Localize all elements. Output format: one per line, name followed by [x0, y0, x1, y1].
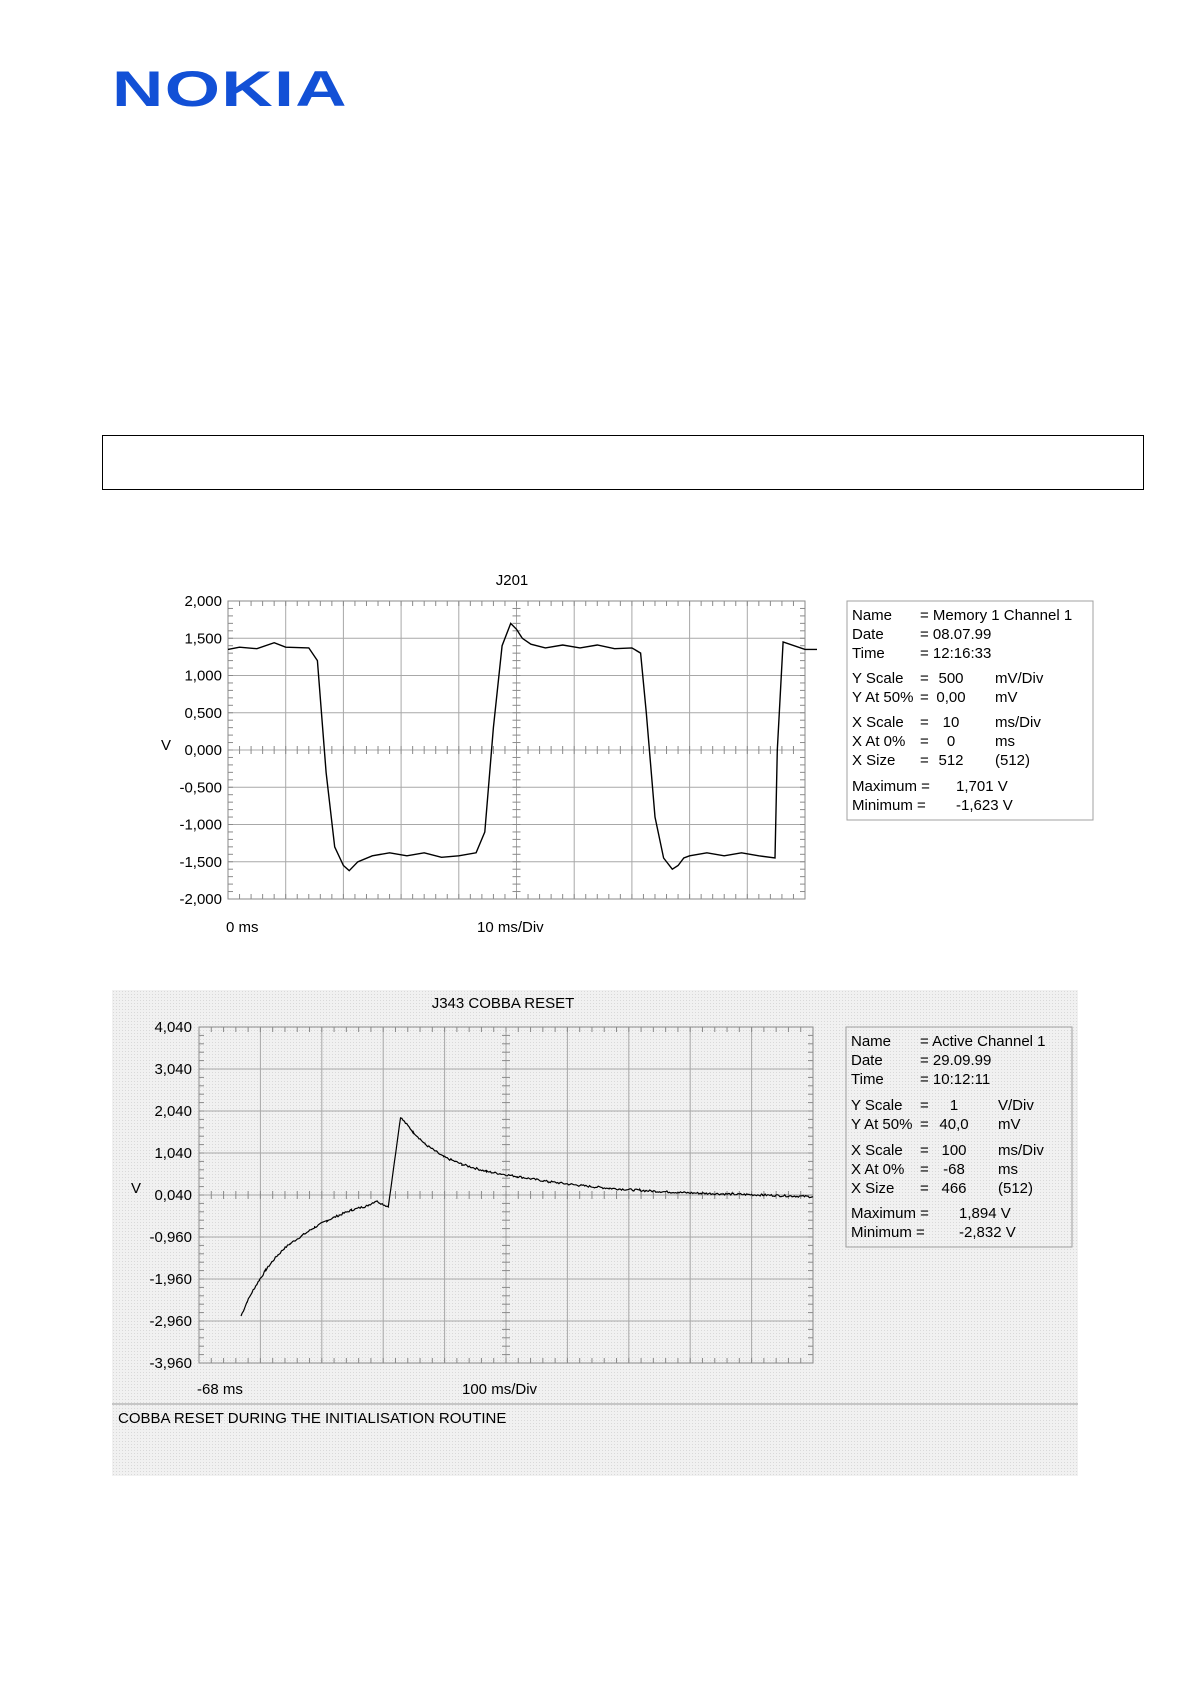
chart1-ylabel: V	[160, 737, 172, 754]
y-tick-label: -1,000	[179, 816, 222, 834]
info-label: Time	[852, 645, 885, 662]
info-unit: V/Div	[998, 1097, 1034, 1114]
info-label: Y At 50%	[852, 689, 914, 706]
info-number: 1	[949, 1097, 959, 1114]
info-unit: ms	[998, 1161, 1018, 1178]
info-unit: mV	[998, 1116, 1021, 1133]
info-number: 0,00	[936, 689, 966, 706]
info-unit: mV/Div	[995, 670, 1044, 687]
info-equals: =	[920, 1180, 929, 1197]
info-label: X Size	[851, 1180, 895, 1197]
info-equals: =	[920, 689, 929, 706]
info-unit: mV	[995, 689, 1018, 706]
info-equals: =	[920, 1097, 929, 1114]
chart1-x-start-label: 0 ms	[226, 919, 259, 936]
y-tick-label: 4,040	[154, 1019, 192, 1036]
chart2-x-start-label: -68 ms	[197, 1381, 243, 1398]
info-value: = Active Channel 1	[920, 1033, 1046, 1050]
y-tick-label: -0,960	[149, 1229, 192, 1246]
info-label: Time	[851, 1071, 884, 1088]
info-unit: ms/Div	[998, 1142, 1044, 1159]
info-number: 466	[941, 1180, 967, 1197]
info-equals: =	[920, 1142, 929, 1159]
info-equals: =	[920, 733, 929, 750]
info-label: X Size	[852, 752, 896, 769]
info-equals: =	[920, 752, 929, 769]
info-value: = Memory 1 Channel 1	[920, 607, 1073, 624]
y-tick-label: 3,040	[154, 1061, 192, 1078]
info-number: 10	[942, 714, 960, 731]
chart2-ylabel: V	[130, 1180, 142, 1197]
info-label: X Scale	[851, 1142, 903, 1159]
chart1-title: J201	[495, 572, 529, 589]
y-tick-label: -1,500	[179, 853, 222, 871]
chart2-footer-caption: COBBA RESET DURING THE INITIALISATION ROUTINE	[118, 1410, 507, 1427]
y-tick-label: -3,960	[149, 1355, 192, 1372]
info-label: Maximum =	[852, 778, 930, 795]
info-number: 40,0	[939, 1116, 969, 1133]
info-number: 512	[938, 752, 964, 769]
y-tick-label: -2,000	[179, 891, 222, 908]
info-equals: =	[920, 714, 929, 731]
info-label: Y Scale	[852, 670, 904, 687]
info-number: 1,894 V	[959, 1205, 1011, 1222]
info-value: = 10:12:11	[920, 1071, 991, 1088]
y-tick-label: 1,500	[184, 630, 222, 648]
info-number: 0	[946, 733, 956, 750]
y-tick-label: 0,000	[184, 742, 222, 759]
info-label: X Scale	[852, 714, 904, 731]
info-number: -68	[943, 1161, 965, 1178]
info-unit: (512)	[998, 1180, 1034, 1197]
info-label: X At 0%	[852, 733, 906, 750]
info-label: Minimum =	[852, 797, 926, 814]
y-tick-label: -0,500	[179, 779, 222, 797]
info-value: = 29.09.99	[920, 1052, 992, 1069]
nokia-logo-text: NOKIA	[112, 66, 348, 110]
y-tick-label: -1,960	[149, 1271, 192, 1288]
info-label: Y Scale	[851, 1097, 903, 1114]
info-unit: (512)	[995, 752, 1031, 769]
info-unit: ms/Div	[995, 714, 1041, 731]
info-label: X At 0%	[851, 1161, 905, 1178]
y-tick-label: -2,960	[149, 1313, 192, 1330]
chart2-title: J343 COBBA RESET	[431, 995, 575, 1012]
info-label: Date	[852, 626, 884, 643]
chart2-series-line	[241, 1117, 813, 1316]
chart2-x-div-label: 100 ms/Div	[462, 1381, 538, 1398]
y-tick-label: 2,040	[154, 1103, 192, 1120]
info-number: 1,701 V	[956, 778, 1008, 795]
info-equals: =	[920, 670, 929, 687]
y-tick-label: 1,040	[154, 1145, 192, 1162]
info-label: Name	[852, 607, 893, 624]
info-equals: =	[920, 1161, 929, 1178]
chart2-grid	[199, 1027, 813, 1363]
chart2-info-box	[846, 1027, 1072, 1247]
info-label: Y At 50%	[851, 1116, 913, 1133]
info-number: 500	[938, 670, 964, 687]
y-tick-label: 0,500	[184, 704, 222, 722]
info-label: Maximum =	[851, 1205, 929, 1222]
info-value: = 08.07.99	[920, 626, 992, 643]
info-number: -1,623 V	[956, 797, 1013, 814]
y-tick-label: 1,000	[184, 667, 222, 685]
info-number: -2,832 V	[959, 1224, 1016, 1241]
info-label: Name	[851, 1033, 892, 1050]
y-tick-label: 2,000	[184, 593, 222, 610]
y-tick-label: 0,040	[154, 1187, 192, 1204]
info-number: 100	[941, 1142, 967, 1159]
info-value: = 12:16:33	[920, 645, 992, 662]
info-label: Minimum =	[851, 1224, 925, 1241]
chart1-x-div-label: 10 ms/Div	[477, 919, 544, 936]
info-unit: ms	[995, 733, 1015, 750]
info-label: Date	[851, 1052, 883, 1069]
info-equals: =	[920, 1116, 929, 1133]
